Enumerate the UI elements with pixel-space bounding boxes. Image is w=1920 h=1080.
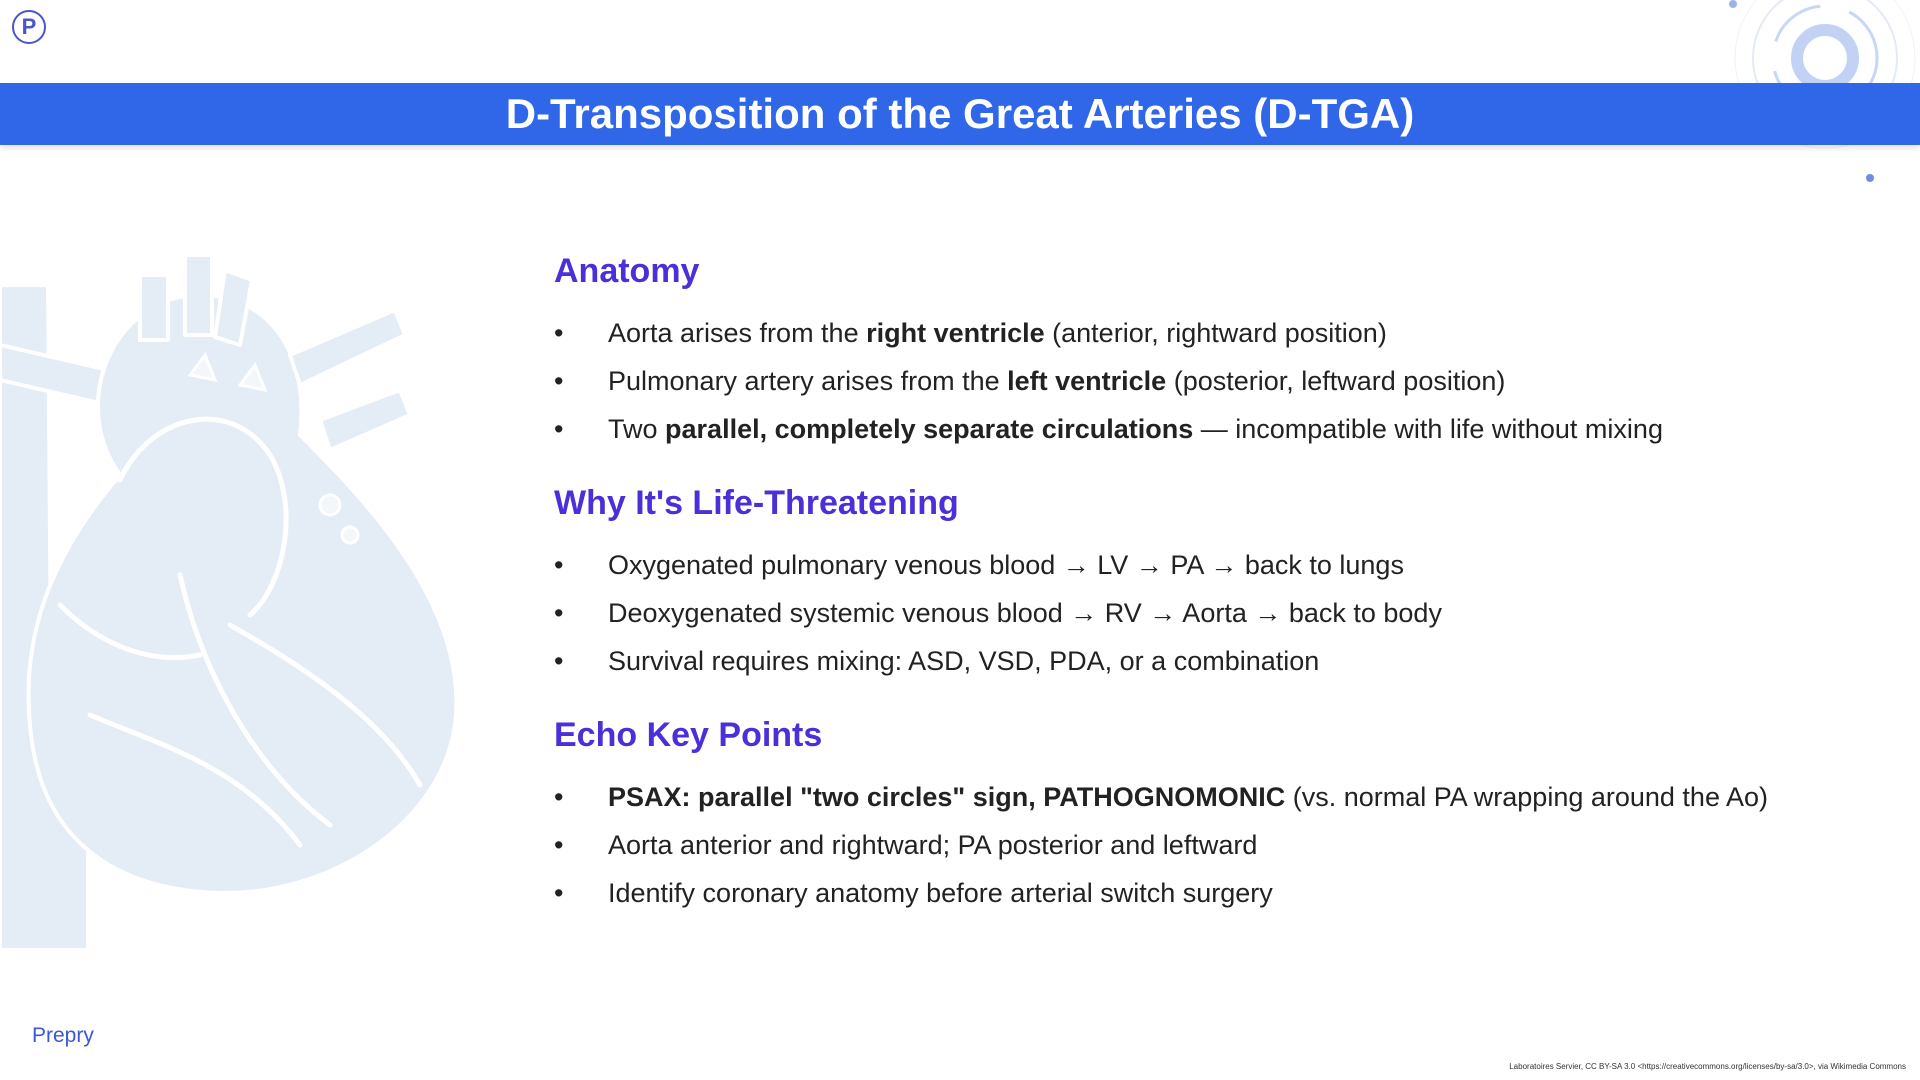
bullet-list (554, 549, 1894, 678)
prepry-logo-icon: P (12, 10, 46, 44)
bullet-text: Identify coronary anatomy before arterial switch surgery (608, 878, 1273, 908)
list-item (554, 597, 1894, 630)
section-why-life-threatening (554, 484, 1894, 678)
list-item (554, 877, 1894, 910)
bullet-list (554, 317, 1894, 446)
bullet-text: Two (608, 414, 666, 444)
image-credit: Laboratoires Servier, CC BY-SA 3.0 <https://creativecommons.org/licenses/by-sa/3.0>, via Wikimedia Commons (1509, 1062, 1906, 1071)
section-heading: Echo Key Points (554, 716, 823, 754)
section-heading: Anatomy (554, 252, 700, 290)
list-item (554, 317, 1894, 350)
brand-name: Prepry (32, 1024, 94, 1047)
list-item (554, 365, 1894, 398)
bullet-bold-text: parallel, completely separate circulations (665, 414, 1194, 444)
bullet-bold-text: PSAX: parallel "two circles" sign, PATHOGNOMONIC (608, 782, 1286, 812)
list-item (554, 549, 1894, 582)
bullet-text: (posterior, leftward position) (1166, 366, 1506, 396)
section-echo-key-points (554, 716, 1894, 910)
section-heading: Why It's Life-Threatening (554, 484, 959, 522)
bullet-text: Pulmonary artery arises from the (608, 366, 1008, 396)
title-bar (0, 83, 1920, 145)
list-item (554, 829, 1894, 862)
section-anatomy (554, 252, 1894, 446)
bullet-bold-text: left ventricle (1007, 366, 1167, 396)
list-item (554, 781, 1894, 814)
bullet-text: Oxygenated pulmonary venous blood → LV → PA → back to lungs (608, 550, 1404, 580)
list-item (554, 645, 1894, 678)
bullet-text: Aorta anterior and rightward; PA posterior and leftward (608, 830, 1258, 860)
bullet-text: Deoxygenated systemic venous blood → RV → Aorta → back to body (608, 598, 1442, 628)
list-item (554, 413, 1894, 446)
bullet-bold-text: right ventricle (866, 318, 1045, 348)
bullet-text: Survival requires mixing: ASD, VSD, PDA, or a combination (608, 646, 1320, 676)
bullet-text: (anterior, rightward position) (1044, 318, 1387, 348)
bullet-list (554, 781, 1894, 910)
slide-title: D-Transposition of the Great Arteries (D-TGA) (505, 90, 1415, 137)
bullet-text: Aorta arises from the (608, 318, 867, 348)
bullet-text: — incompatible with life without mixing (1193, 414, 1663, 444)
bullet-text: (vs. normal PA wrapping around the Ao) (1285, 782, 1768, 812)
heart-illustration (0, 245, 470, 965)
slide-content (554, 252, 1894, 948)
